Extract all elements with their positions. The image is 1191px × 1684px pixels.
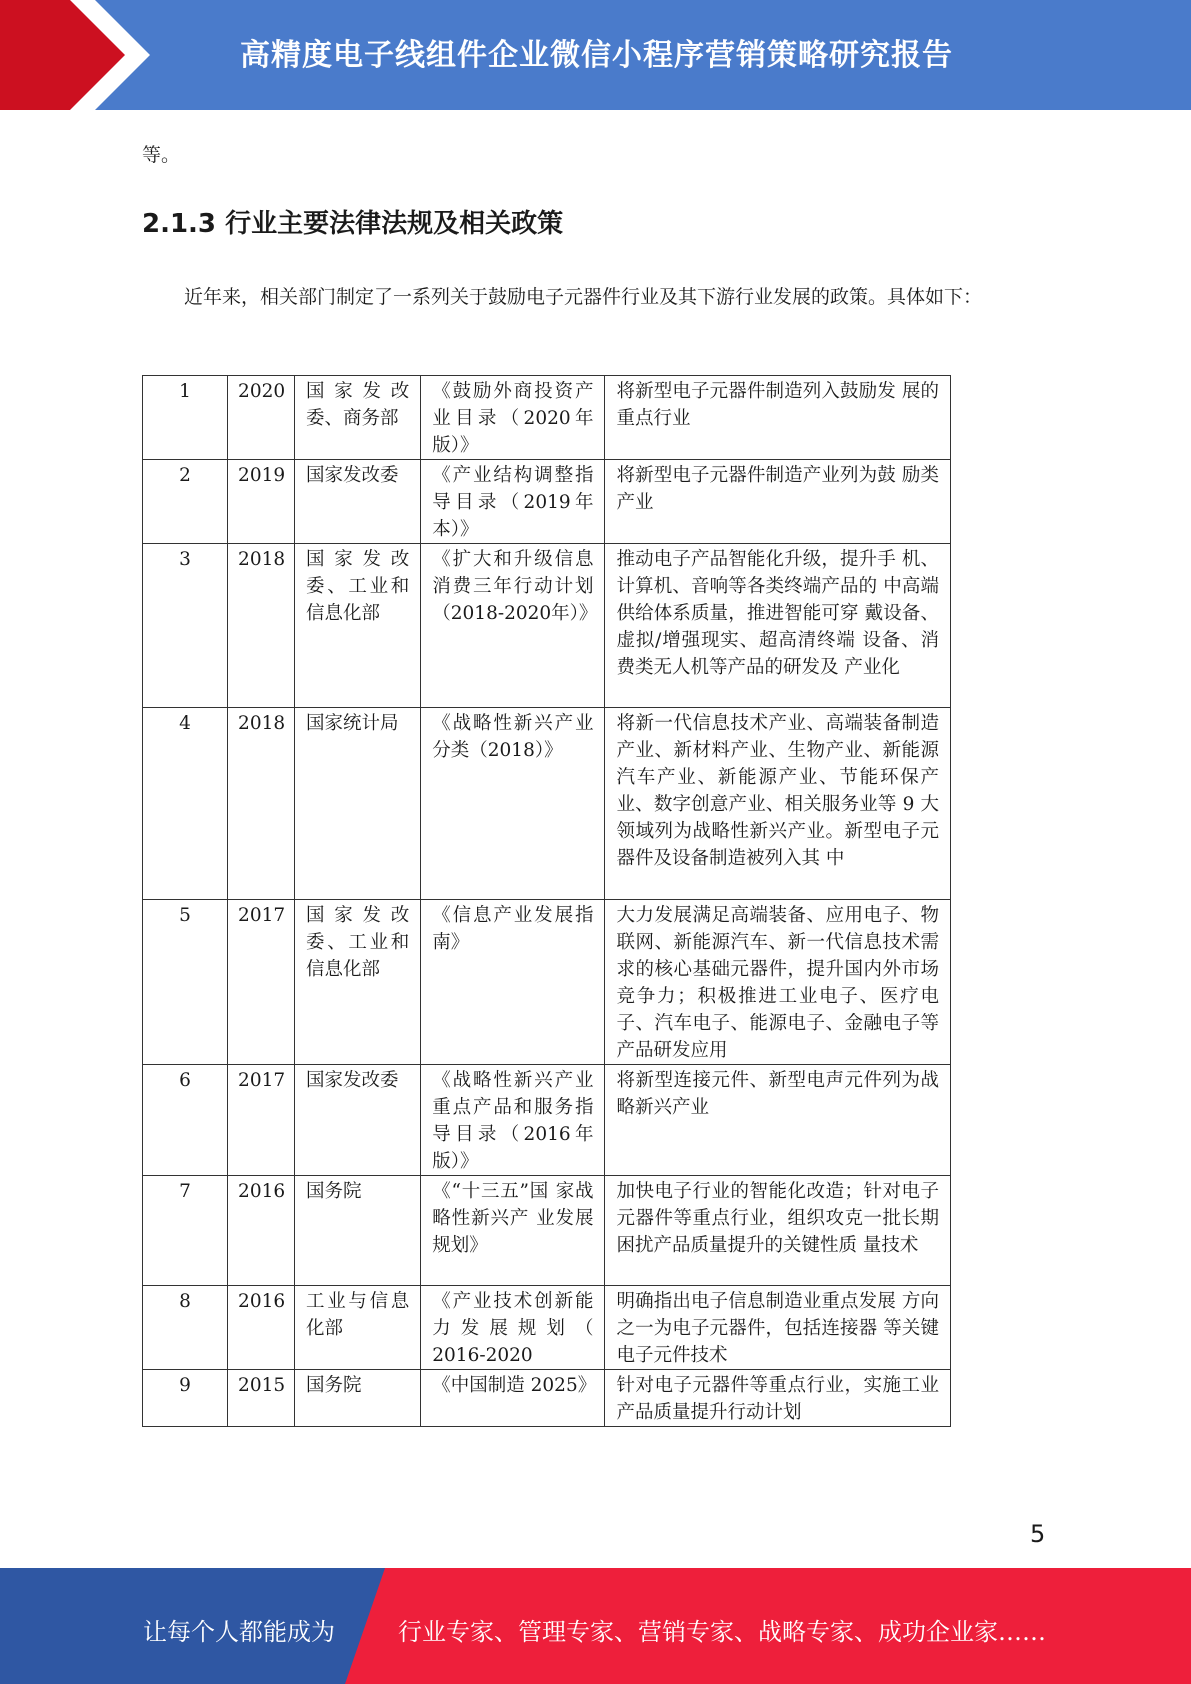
row-number: 9: [143, 1370, 228, 1427]
row-policy-name: 《“十三五”国 家战略性新兴产 业发展规划》: [421, 1176, 605, 1286]
lead-fragment: 等。: [142, 144, 181, 166]
intro-paragraph: 近年来，相关部门制定了一系列关于鼓励电子元器件行业及其下游行业发展的政策。具体如下：: [184, 286, 983, 308]
row-number: 3: [143, 544, 228, 708]
row-policy-content: 针对电子元器件等重点行业，实施工业产品质量提升行动计划: [605, 1370, 951, 1427]
row-policy-content: 加快电子行业的智能化改造；针对电子元器件等重点行业，组织攻克一批长期困扰产品质量提升的关键性质 量技术: [605, 1176, 951, 1286]
row-year: 2019: [228, 460, 295, 544]
row-policy-content: 将新一代信息技术产业、高端装备制造产业、新材料产业、生物产业、新能源汽车产业、新能源产业、节能环保产业、数字创意产业、相关服务业等 9 大领域列为战略性新兴产业。新型电子元器件及设备制造被列入其 中: [605, 708, 951, 900]
row-year: 2016: [228, 1176, 295, 1286]
header-chevron-decoration: [0, 0, 160, 110]
row-year: 2017: [228, 900, 295, 1065]
table-row: [143, 1286, 951, 1370]
row-policy-content: 将新型电子元器件制造产业列为鼓 励类产业: [605, 460, 951, 544]
row-policy-name: 《产业结构调整指导目录（2019年本）》: [421, 460, 605, 544]
row-department: 国家统计局: [295, 708, 421, 900]
table-row: [143, 708, 951, 900]
row-year: 2020: [228, 376, 295, 460]
row-policy-name: 《信息产业发展指南》: [421, 900, 605, 1065]
row-number: 2: [143, 460, 228, 544]
row-policy-name: 《中国制造 2025》: [421, 1370, 605, 1427]
table-row: [143, 1065, 951, 1176]
footer-slogan-right: 行业专家、管理专家、营销专家、战略专家、成功企业家……: [398, 1618, 1046, 1646]
page-footer: [0, 1568, 1191, 1684]
row-policy-content: 明确指出电子信息制造业重点发展 方向之一为电子元器件，包括连接器 等关键电子元件技术: [605, 1286, 951, 1370]
footer-slogan-left: 让每个人都能成为: [143, 1618, 335, 1646]
row-year: 2018: [228, 708, 295, 900]
row-number: 4: [143, 708, 228, 900]
page-header: [0, 0, 1191, 110]
table-row: [143, 376, 951, 460]
policy-table-body: [143, 376, 951, 1427]
row-year: 2015: [228, 1370, 295, 1427]
table-row: [143, 900, 951, 1065]
row-policy-name: 《战略性新兴产业重点产品和服务指导目录（2016年版）》: [421, 1065, 605, 1176]
row-department: 国家发改委、工业和信息化部: [295, 544, 421, 708]
row-number: 7: [143, 1176, 228, 1286]
policy-table: [142, 375, 951, 1427]
table-row: [143, 544, 951, 708]
row-department: 国家发改委、工业和信息化部: [295, 900, 421, 1065]
row-year: 2016: [228, 1286, 295, 1370]
row-number: 8: [143, 1286, 228, 1370]
row-year: 2018: [228, 544, 295, 708]
page-number: 5: [1030, 1520, 1046, 1548]
row-policy-name: 《产业技术创新能力发展规划（ 2016-2020: [421, 1286, 605, 1370]
row-number: 6: [143, 1065, 228, 1176]
row-department: 工业与信息化部: [295, 1286, 421, 1370]
row-department: 国家发改委: [295, 1065, 421, 1176]
row-number: 5: [143, 900, 228, 1065]
row-department: 国务院: [295, 1176, 421, 1286]
row-department: 国家发改委: [295, 460, 421, 544]
row-policy-content: 推动电子产品智能化升级，提升手 机、计算机、音响等各类终端产品的 中高端供给体系质量，推进智能可穿 戴设备、虚拟/增强现实、超高清终端 设备、消费类无人机等产品的研发及 产业化: [605, 544, 951, 708]
row-department: 国务院: [295, 1370, 421, 1427]
row-department: 国家发改委、商务部: [295, 376, 421, 460]
row-year: 2017: [228, 1065, 295, 1176]
table-row: [143, 1370, 951, 1427]
row-policy-content: 将新型连接元件、新型电声元件列为战略新兴产业: [605, 1065, 951, 1176]
row-number: 1: [143, 376, 228, 460]
row-policy-name: 《扩大和升级信息消费三年行动计划（2018-2020年）》: [421, 544, 605, 708]
row-policy-content: 大力发展满足高端装备、应用电子、物联网、新能源汽车、新一代信息技术需求的核心基础元器件，提升国内外市场竞争力；积极推进工业电子、医疗电子、汽车电子、能源电子、金融电子等产品研发应用: [605, 900, 951, 1065]
report-title: 高精度电子线组件企业微信小程序营销策略研究报告: [240, 38, 953, 73]
table-row: [143, 460, 951, 544]
row-policy-name: 《鼓励外商投资产业目录（2020年版）》: [421, 376, 605, 460]
section-heading: 2.1.3 行业主要法律法规及相关政策: [142, 209, 564, 239]
table-row: [143, 1176, 951, 1286]
row-policy-content: 将新型电子元器件制造列入鼓励发 展的重点行业: [605, 376, 951, 460]
row-policy-name: 《战略性新兴产业分类（2018）》: [421, 708, 605, 900]
